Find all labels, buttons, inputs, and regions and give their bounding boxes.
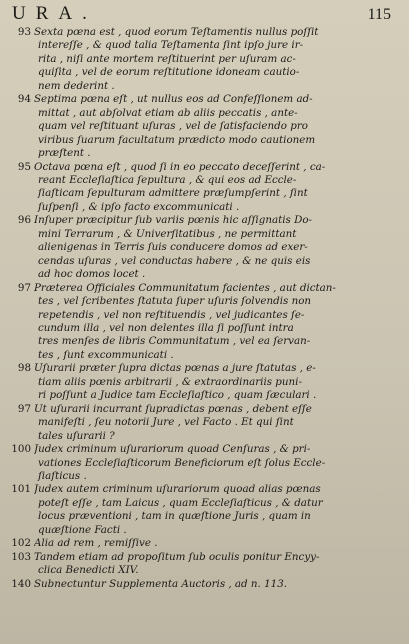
text-line: Uſurarii præter ſupra dictas pœnas a jure ſtatutas , e-: [34, 362, 316, 375]
text-line: ad hoc domos locet .: [38, 268, 146, 281]
text-line: præſtent .: [38, 147, 91, 160]
text-line: quiſita , vel de eorum reſtitutione idoneam cautio-: [38, 66, 300, 79]
paragraph-text: [34, 578, 403, 591]
paragraph-number: 94: [17, 93, 31, 106]
paragraph-entry: [8, 161, 403, 215]
paragraph-text: [34, 26, 403, 93]
paragraph-text: [34, 214, 403, 281]
text-line: tiam aliis pœnis arbitrarii , & extraordinariis puni-: [38, 375, 302, 388]
text-line: Ut uſurarii incurrant ſupradictas pœnas , debent eſſe: [34, 402, 312, 415]
running-title: URA.: [12, 3, 97, 24]
paragraph-number: 100: [11, 443, 31, 456]
paragraph-entry: [8, 537, 403, 550]
text-line: Inſuper præcipitur ſub variis pœnis hic aſſignatis Do-: [34, 214, 313, 227]
text-line: Subnectuntur Supplementa Auctoris , ad n. 113.: [34, 577, 288, 590]
text-line: mini Terrarum , & Univerſitatibus , ne permittant: [38, 227, 297, 240]
paragraph-number: 96: [17, 214, 31, 227]
paragraph-number: 98: [17, 362, 31, 375]
paragraph-entry: [8, 443, 403, 483]
paragraph-text: [34, 93, 403, 160]
text-line: tres menſes de libris Communitatum , vel ea ſervan-: [38, 335, 311, 348]
text-line: ri poſſunt a Judice tam Eccleſiaſtico , quam ſæculari .: [38, 389, 317, 402]
text-line: quam vel reſtituant uſuras , vel de ſatisfaciendo pro: [38, 120, 308, 133]
text-line: manifeſti , ſeu notorii Jure , vel Facto . Et qui ſint: [38, 416, 294, 429]
paragraph-text: [34, 537, 403, 550]
text-line: tes , vel ſcribentes ſtatuta ſuper uſuris ſolvendis non: [38, 295, 312, 308]
paragraph-entry: [8, 214, 403, 281]
text-line: Tandem etiam ad propoſitum ſub oculis ponitur Encyy-: [34, 550, 320, 563]
text-line: nem dederint .: [38, 79, 115, 92]
text-line: poteſt eſſe , tam Laicus , quam Eccleſiaſticus , & datur: [38, 496, 323, 509]
paragraph-number: 97: [17, 402, 31, 415]
paragraph-text: [34, 362, 403, 402]
paragraph-entry: [8, 93, 403, 160]
paragraph-entry: [8, 362, 403, 402]
text-line: rita , niſi ante mortem reſtituerint per uſuram ac-: [38, 52, 296, 65]
text-line: tes , ſunt excommunicati .: [38, 348, 174, 361]
paragraph-text: [34, 443, 403, 483]
paragraph-entry: [8, 551, 403, 578]
paragraph-number: 140: [11, 577, 31, 590]
numbered-paragraph-list: [8, 26, 403, 591]
text-line: cundum illa , vel non delentes illa ſi poſſunt intra: [38, 321, 294, 334]
page-number: 115: [367, 6, 391, 23]
text-line: mittat , aut abſolvat etiam ab aliis peccatis , ante-: [38, 106, 298, 119]
text-line: quæſtione Facti .: [38, 523, 127, 536]
text-line: clica Benedicti XIV.: [38, 564, 139, 577]
text-line: locus præventioni , tam in quæſtione Juris , quam in: [38, 510, 311, 523]
paragraph-number: 102: [11, 537, 31, 550]
paragraph-text: [34, 161, 403, 215]
text-line: tales uſurarii ?: [38, 429, 115, 442]
text-line: repetendis , vel non reſtituendis , vel judicantes ſe-: [38, 308, 305, 321]
text-line: Alia ad rem , remiſſive .: [34, 537, 158, 550]
text-line: Judex criminum uſurariorum quoad Cenſuras , & pri-: [34, 443, 311, 456]
text-line: intereſſe , & quod talia Teſtamenta ſint ipſo jure ir-: [38, 39, 304, 52]
paragraph-text: [34, 483, 403, 537]
text-line: vationes Eccleſiaſticorum Beneficiorum eſt ſolus Eccle-: [38, 456, 326, 469]
text-line: Octava pœna eſt , quod ſi in eo peccato deceſſerint , ca-: [34, 160, 326, 173]
text-line: alienigenas in Terris ſuis conducere domos ad exer-: [38, 241, 308, 254]
paragraph-number: 95: [17, 160, 31, 173]
text-line: ſiaſticus .: [38, 469, 87, 482]
page-header: [8, 4, 403, 26]
paragraph-entry: [8, 403, 403, 443]
paragraph-number: 103: [11, 550, 31, 563]
text-line: reant Eccleſiaſtica ſepultura , & qui eos ad Eccle-: [38, 173, 297, 186]
text-line: Sexta pœna est , quod eorum Teſtamentis nullus poſſit: [34, 26, 319, 38]
paragraph-number: 97: [17, 281, 31, 294]
paragraph-number: 93: [17, 26, 31, 38]
text-line: Judex autem criminum uſurariorum quoad alias pœnas: [34, 483, 321, 496]
paragraph-entry: [8, 282, 403, 363]
paragraph-text: [34, 551, 403, 578]
text-line: ſiaſticam ſepulturam admittere præſumpſerint , ſint: [38, 187, 308, 200]
paragraph-text: [34, 403, 403, 443]
text-line: viribus ſuarum facultatum prædicto modo cautionem: [38, 133, 316, 146]
text-line: cendas uſuras , vel conductas habere , & ne quis eis: [38, 254, 311, 267]
paragraph-entry: [8, 483, 403, 537]
paragraph-entry: [8, 26, 403, 93]
text-line: ſuſpenſi , & ipſo facto excommunicati .: [38, 200, 240, 213]
text-line: Septima pœna eſt , ut nullus eos ad Confeſſionem ad-: [34, 93, 313, 106]
paragraph-entry: [8, 578, 403, 591]
paragraph-number: 101: [11, 483, 31, 496]
paragraph-text: [34, 282, 403, 363]
text-line: Præterea Officiales Communitatum facientes , aut dictan-: [34, 281, 336, 294]
